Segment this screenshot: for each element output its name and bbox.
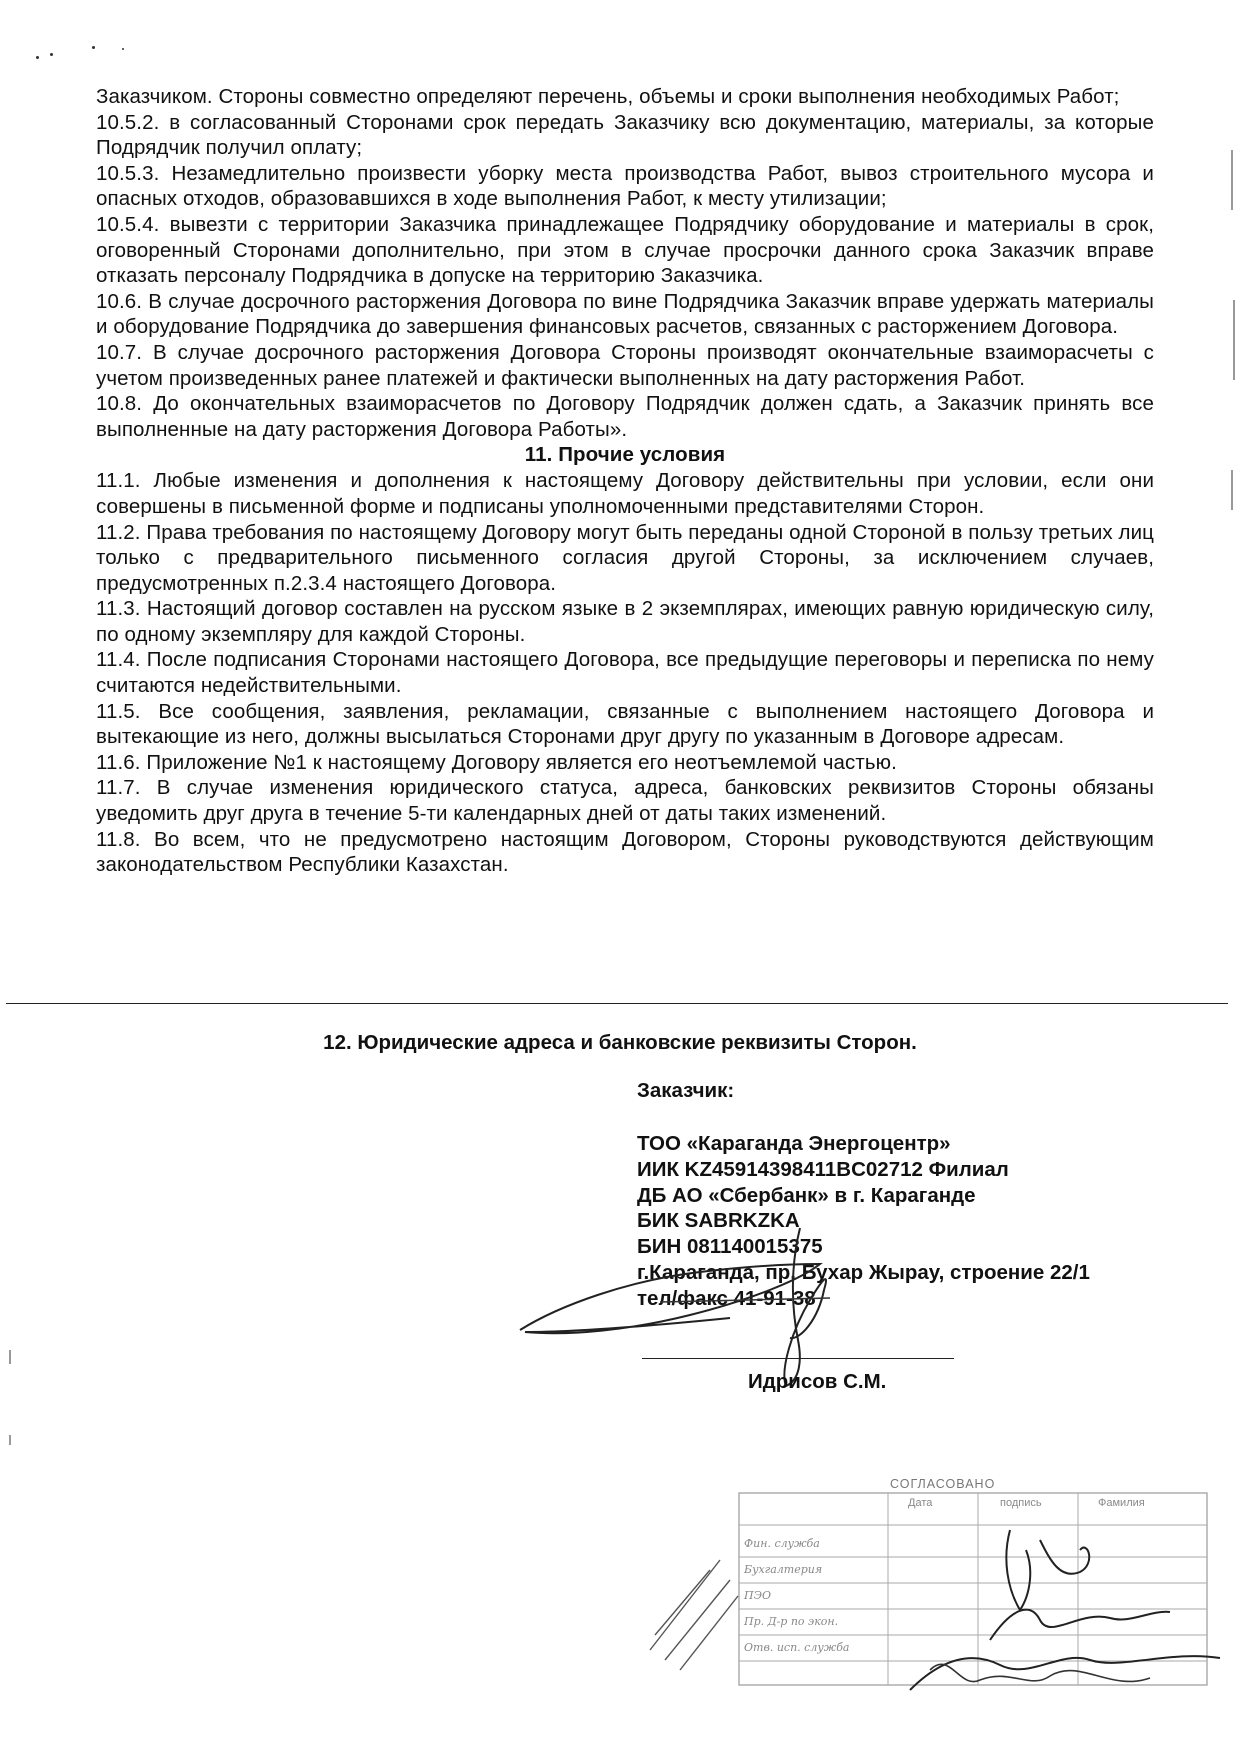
requisite-line: БИК SABRKZKA [637, 1209, 800, 1233]
handwritten-signature [500, 1220, 940, 1390]
horizontal-divider [6, 1003, 1228, 1004]
paragraph: 11.2. Права требования по настоящему Договору могут быть переданы одной Стороной в пользу третьих лиц только с предварительного письменного согласия другой Стороны, за исключением случаев, предусмотренных п.2.3.4 настоящего Договора. [96, 520, 1155, 595]
stamp-header: подпись [1000, 1497, 1042, 1509]
requisite-line: ИИК KZ45914398411BC02712 Филиал [637, 1157, 1009, 1181]
paragraph: 10.6. В случае досрочного расторжения Договора по вине Подрядчика Заказчик вправе удержать материалы и оборудование Подрядчика до завершения финансовых расчетов, связанных с расторжением Договора. [96, 289, 1154, 339]
scan-margin-mark [9, 1350, 11, 1364]
stamp-header: Фамилия [1098, 1497, 1145, 1509]
paragraph: 10.7. В случае досрочного расторжения Договора Стороны производят окончательные взаиморасчеты с учетом произведенных ранее платежей и фактически выполненных на дату расторжения Работ. [96, 340, 1154, 390]
paragraph: Заказчиком. Стороны совместно определяют перечень, объемы и сроки выполнения необходимых Работ; [96, 85, 1120, 108]
stamp-row-label: Бухгалтерия [744, 1563, 823, 1576]
stamp-header: Дата [908, 1497, 933, 1509]
requisite-line: г.Караганда, пр. Бухар Жырау, строение 22/1 [637, 1260, 1090, 1284]
stamp-row-label: Фин. служба [744, 1537, 820, 1550]
stamp-row-label: Пр. Д-р по экон. [744, 1615, 839, 1628]
requisite-line: БИН 081140015375 [637, 1235, 823, 1259]
paragraph: 10.5.3. Незамедлительно произвести уборку места производства Работ, вывоз строительного мусора и опасных отходов, образовавшихся в ходе выполнения Работ, к месту утилизации; [96, 161, 1154, 211]
paragraph: 10.5.4. вывезти с территории Заказчика принадлежащее Подрядчику оборудование и материалы в срок, оговоренный Сторонами дополнительно, при этом в случае просрочки данного срока Заказчик вправе отказать персоналу Подрядчика в допуске на территорию Заказчика. [96, 212, 1154, 288]
paragraph: 11.8. Во всем, что не предусмотрено настоящим Договором, Стороны руководствуются действующим законодательством Республики Казахстан. [96, 827, 1154, 877]
stamp-row-label: ПЭО [744, 1589, 772, 1602]
scan-margin-mark [9, 1435, 11, 1445]
stamp-row-label: Отв. исп. служба [744, 1641, 850, 1654]
paragraph: 11.5. Все сообщения, заявления, рекламации, связанные с выполнением настоящего Договора и вытекающие из него, должны высылаться Сторонами друг другу по указанным в Договоре адресам. [96, 699, 1154, 749]
signatory-name: Идрисов С.М. [748, 1370, 887, 1393]
stamp-signatures [610, 1500, 1230, 1720]
section-12-heading: 12. Юридические адреса и банковские реквизиты Сторон. [323, 1031, 917, 1054]
signature-line [642, 1358, 954, 1359]
requisite-line: тел/факс 41-91-38 [637, 1286, 816, 1310]
scan-margin-mark [1231, 150, 1233, 210]
requisite-line: ДБ АО «Сбербанк» в г. Караганде [637, 1183, 976, 1207]
contract-body [96, 84, 1154, 878]
paragraph: 10.5.2. в согласованный Сторонами срок передать Заказчику всю документацию, материалы, за которые Подрядчик получил оплату; [96, 110, 1154, 160]
paragraph: 11.4. После подписания Сторонами настоящего Договора, все предыдущие переговоры и переписка по нему считаются недействительными. [96, 648, 1154, 698]
paragraph: 11.7. В случае изменения юридического статуса, адреса, банковских реквизитов Стороны обязаны уведомить друг друга в течение 5-ти календарных дней от даты таких изменений. [96, 776, 1154, 826]
paragraph: 10.8. До окончательных взаиморасчетов по Договору Подрядчик должен сдать, а Заказчик принять все выполненные на дату расторжения Договора Работы». [96, 392, 1154, 441]
requisite-line: ТОО «Караганда Энергоцентр» [637, 1132, 951, 1155]
paragraph: 11.6. Приложение №1 к настоящему Договору является его неотъемлемой частью. [96, 750, 897, 774]
stamp-title: СОГЛАСОВАНО [890, 1477, 996, 1491]
paragraph: 11.1. Любые изменения и дополнения к настоящему Договору действительны при условии, если они совершены в письменной форме и подписаны уполномоченными представителями Сторон. [96, 469, 1154, 518]
section-11-heading: 11. Прочие условия [524, 443, 726, 467]
scan-margin-mark [1233, 300, 1235, 380]
customer-label: Заказчик: [637, 1079, 735, 1102]
scan-margin-mark [1231, 470, 1233, 510]
scan-specks [36, 44, 156, 64]
paragraph: 11.3. Настоящий договор составлен на русском языке в 2 экземплярах, имеющих равную юридическую силу, по одному экземпляру для каждой Стороны. [96, 597, 1154, 646]
